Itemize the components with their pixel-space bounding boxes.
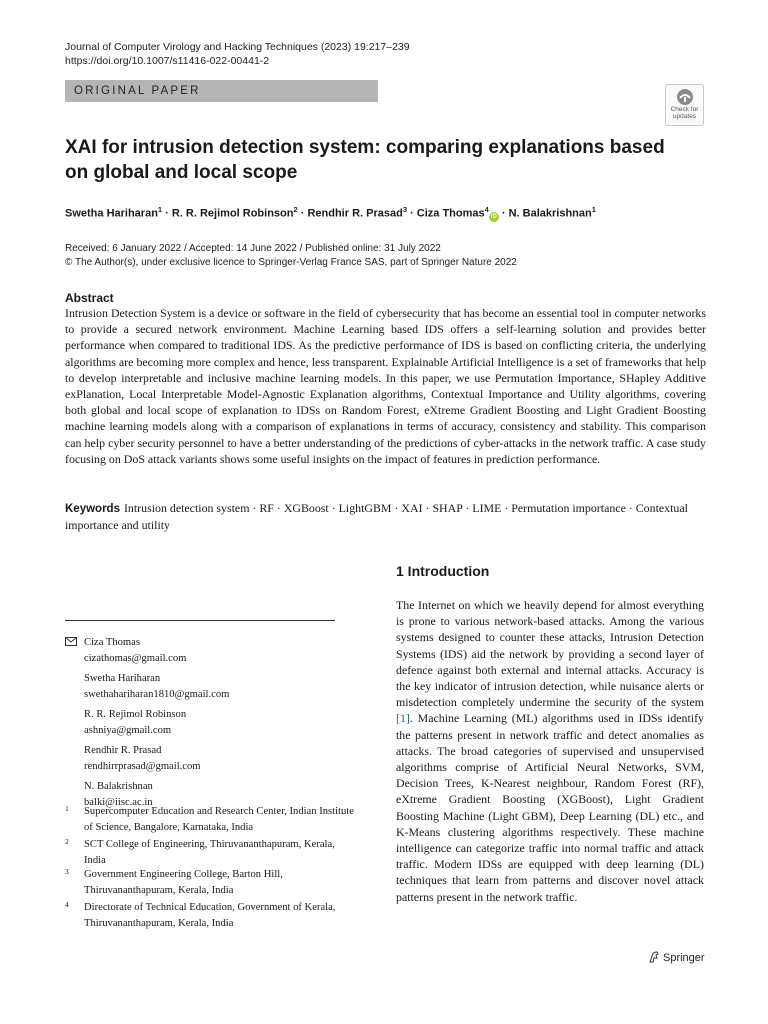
affiliation-item: [65, 900, 355, 931]
affiliation-text: Government Engineering College, Barton Hill, Thiruvananthapuram, Kerala, India: [84, 869, 283, 896]
author-list: [65, 202, 705, 222]
contact-name: Swetha Hariharan: [84, 673, 161, 684]
author-separator: ·: [406, 207, 417, 220]
check-updates-icon: [676, 88, 694, 106]
envelope-icon: [65, 637, 77, 646]
contact-email[interactable]: rendhirrprasad@gmail.com: [84, 760, 201, 772]
author-name[interactable]: Rendhir R. Prasad: [307, 207, 403, 220]
author-name[interactable]: R. R. Rejimol Robinson: [171, 207, 294, 220]
author-name[interactable]: Ciza Thomas: [416, 207, 485, 220]
paper-title: XAI for intrusion detection system: comparing explanations based on global and local scope: [65, 137, 665, 183]
contact-entry: [84, 707, 344, 738]
author-separator: ·: [297, 207, 308, 220]
article-type-banner: ORIGINAL PAPER: [65, 80, 378, 102]
affiliation-text: Supercomputer Education and Research Center, Indian Institute of Science, Bangalore, Karnataka, India: [84, 806, 354, 833]
abstract-text: Intrusion Detection System is a device or software in the field of cybersecurity that has become an essential tool in computer networks to provide a secured network environment. Machine Learning based IDS offers a self-learning solution and provides better performance when compared to traditional IDS. As the predictive performance of IDS is based on conflicting criteria, the underlying algorithms are becoming more complex and hence, less transparent. Explainable Artificial Intelligence is a set of frameworks that help to develop interpretable and inclusive machine learning models. In this paper, we use Permutation Importance, SHapley Additive exPlanation, Local Interpretable Model-Agnostic Explanation algorithms, Contextual Importance and Utility algorithms, covering both global and local scope of explanation to IDSs on Random Forest, eXtreme Gradient Boosting and Light Gradient Boosting machine learning models along with a comparison of explanations in terms of accuracy, consistency and stability. This comparison can help cyber security personnel to have a better understanding of the predictions of cyber-attacks in the network traffic. A case study focusing on DoS attack variants shows some useful insights on the impact of features in prediction performance.: [65, 306, 706, 466]
affiliation-number: 1: [65, 804, 69, 813]
contact-entry: [84, 635, 344, 666]
check-updates-line1: Check for: [670, 106, 699, 113]
author-separator: ·: [162, 207, 172, 220]
abstract-heading: Abstract: [65, 291, 114, 305]
author-name[interactable]: Swetha Hariharan: [65, 207, 158, 220]
affiliation-item: [65, 867, 355, 898]
affiliation-item: [65, 837, 355, 868]
affiliation-text: SCT College of Engineering, Thiruvananthapuram, Kerala, India: [84, 839, 335, 866]
author-name[interactable]: N. Balakrishnan: [508, 207, 592, 220]
keywords: [65, 500, 706, 533]
contact-email[interactable]: balki@iisc.ac.in: [84, 796, 153, 808]
affiliation-number: 2: [65, 837, 69, 846]
author-separator: ·: [498, 207, 509, 220]
author-affil: 1: [591, 205, 596, 214]
publication-dates: [65, 242, 517, 270]
publisher-name: Springer: [663, 952, 705, 964]
check-for-updates-badge[interactable]: [665, 84, 704, 126]
intro-text-part2: . Machine Learning (ML) algorithms used in IDSs identify the patterns present in network traffic and detect anomalies as attacks. The broad categories of supervised and unsupervised algorithms comprise of Artificial Neural Networks, SVM, Decision Trees, K-Nearest neighbour, Random Forest (RF), eXtreme Gradient Boosting (XGBoost), Light Gradient Boosting Machine (Light GBM), Deep Learning (DL) etc., and K-Means clustering algorithms respectively. These machine intelligence can categorize traffic into normal traffic and attack traffic. Modern IDSs are equipped with deep learning (DL) techniques that learn from patterns and discover novel attack patterns present in the network traffic.: [396, 711, 704, 904]
citation-link[interactable]: [1]: [396, 711, 410, 726]
affiliation-item: [65, 804, 355, 835]
corresponding-authors: [84, 635, 344, 815]
author-affil: 4: [484, 205, 489, 214]
contact-email[interactable]: cizathomas@gmail.com: [84, 652, 187, 664]
contact-name: R. R. Rejimol Robinson: [84, 709, 187, 720]
contact-entry: [84, 671, 344, 702]
introduction-text: [396, 597, 704, 905]
contact-email[interactable]: ashniya@gmail.com: [84, 724, 172, 736]
affiliation-number: 3: [65, 867, 69, 876]
author-affil: 1: [157, 205, 163, 214]
contact-email[interactable]: swethahariharan1810@gmail.com: [84, 688, 230, 700]
journal-citation: Journal of Computer Virology and Hacking Techniques (2023) 19:217–239: [65, 41, 410, 53]
section-heading: 1 Introduction: [396, 563, 490, 579]
doi-link[interactable]: https://doi.org/10.1007/s11416-022-00441-2: [65, 55, 270, 67]
copyright-line: © The Author(s), under exclusive licence to Springer-Verlag France SAS, part of Springer Nature 2022: [65, 257, 517, 268]
contact-name: N. Balakrishnan: [84, 781, 153, 792]
author-affil: 2: [293, 205, 298, 214]
keywords-text: Intrusion detection system · RF · XGBoost · LightGBM · XAI · SHAP · LIME · Permutation importance · Contextual importance and utility: [65, 501, 688, 533]
history-line: Received: 6 January 2022 / Accepted: 14 June 2022 / Published online: 31 July 2022: [65, 243, 441, 254]
affiliation-text: Directorate of Technical Education, Government of Kerala, Thiruvananthapuram, Kerala, India: [84, 902, 336, 929]
contact-name: Ciza Thomas: [84, 637, 140, 648]
footnote-divider: [65, 620, 335, 621]
journal-header: [65, 40, 410, 68]
contact-name: Rendhir R. Prasad: [84, 745, 162, 756]
springer-logo: [648, 951, 705, 964]
affiliation-number: 4: [65, 900, 69, 909]
springer-horse-icon: [648, 951, 660, 963]
intro-text-part1: The Internet on which we heavily depend for almost everything is prone to various network-based attacks. Among the various systems designed to counter these attacks, Intrusion Detection Systems (IDS) aid the network by providing a second layer of defence against both external and internal attacks. Accuracy is the key indicator of intrusion detection, while nuisance alerts or misdetection completely undermine the security of the system: [396, 598, 704, 710]
orcid-icon[interactable]: iD: [490, 213, 497, 220]
keywords-heading: Keywords: [65, 503, 120, 515]
author-affil: 3: [402, 205, 407, 214]
contact-entry: [84, 743, 344, 774]
check-updates-line2: updates: [672, 113, 697, 120]
